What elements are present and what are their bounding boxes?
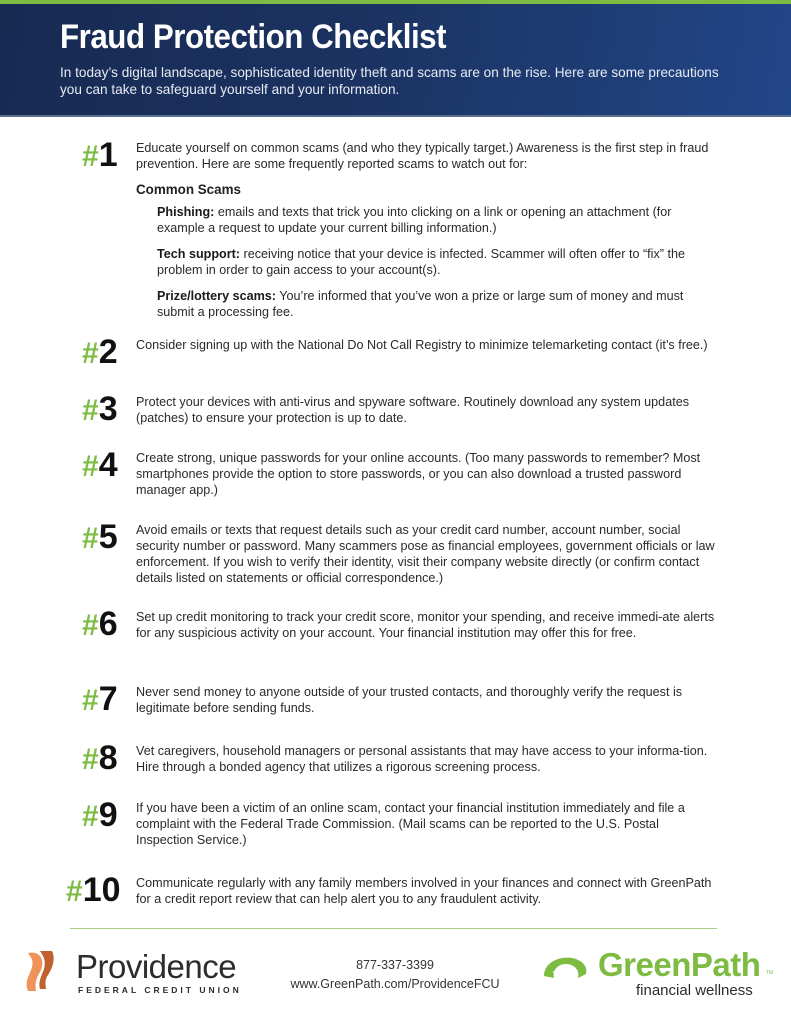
item-text: If you have been a victim of an online scam, contact your financial institution immediately and file a complaint with the Federal Trade Commission. (Mail scams can be reported to the U.S. Postal Inspection Service.) — [136, 801, 685, 847]
header-banner — [0, 4, 791, 117]
item-number: #5 — [82, 518, 118, 556]
phone-number: 877-337-3399 — [356, 958, 434, 972]
greenpath-tagline: financial wellness — [636, 982, 753, 999]
page-subtitle: In today’s digital landscape, sophisticated identity theft and scams are on the rise. Here are some precautions you can take to safeguard yourself and your information. — [60, 65, 719, 97]
item-text: Educate yourself on common scams (and who they typically target.) Awareness is the first step in fraud prevention. Here are some frequently reported scams to watch out for: — [136, 141, 709, 171]
item-text: Vet caregivers, household managers or personal assistants that may have access to your informa-tion. Hire through a bonded agency that utilizes a rigorous screening process. — [136, 744, 708, 774]
contact-info — [270, 956, 520, 994]
item-text: Consider signing up with the National Do Not Call Registry to minimize telemarketing contact (it’s free.) — [136, 338, 708, 352]
item-text: Communicate regularly with any family members involved in your finances and connect with GreenPath for a credit report review that can help alert you to any fraudulent activity. — [136, 876, 712, 906]
item-number: #2 — [82, 333, 118, 371]
greenpath-logo — [540, 946, 780, 1002]
item-number: #7 — [82, 680, 118, 718]
item-number: #8 — [82, 739, 118, 777]
item-text: Avoid emails or texts that request details such as your credit card number, account number, social security number or password. Many scammers pose as financial employees, government officials or law enforcement. If you wish to verify their identity, visit their company website directly (or confirm contact details listed on statements or official correspondence.) — [136, 523, 715, 585]
scam-tech-support: Tech support: receiving notice that your device is infected. Scammer will often offer to “fix” the problem in order to gain access to your account(s). — [157, 247, 685, 277]
greenpath-name: GreenPath — [598, 946, 761, 983]
item-number: #10 — [66, 871, 121, 909]
item-number: #9 — [82, 796, 118, 834]
item-number: #4 — [82, 446, 118, 484]
item-text: Never send money to anyone outside of your trusted contacts, and thoroughly verify the request is legitimate before sending funds. — [136, 685, 683, 715]
providence-name: Providence — [76, 948, 237, 985]
providence-logo — [22, 946, 252, 1000]
item-text: Set up credit monitoring to track your credit score, monitor your spending, and receive immedi-ate alerts for any suspicious activity on your account. Your financial institution may offer this for free. — [136, 610, 715, 640]
item-text: Create strong, unique passwords for your online accounts. (Too many passwords to remember? Most smartphones provide the option to store passwords, or you can also download a trusted password manager app.) — [136, 451, 701, 497]
common-scams-heading: Common Scams — [136, 182, 241, 197]
website-url[interactable]: www.GreenPath.com/ProvidenceFCU — [290, 977, 500, 991]
scam-phishing: Phishing: emails and texts that trick you into clicking on a link or opening an attachment (for example a request to update your current billing information.) — [157, 205, 672, 235]
providence-subtitle: FEDERAL CREDIT UNION — [78, 985, 242, 995]
item-number: #1 — [82, 136, 118, 174]
scam-prize-lottery: Prize/lottery scams: You’re informed that you’ve won a prize or large sum of money and must submit a processing fee. — [157, 289, 684, 319]
page-title: Fraud Protection Checklist — [60, 18, 447, 56]
item-text: Protect your devices with anti-virus and spyware software. Routinely download any system updates (patches) to ensure your protection is up to date. — [136, 395, 689, 425]
greenpath-trademark: TM — [766, 970, 774, 976]
item-number: #6 — [82, 605, 118, 643]
providence-mark-icon — [22, 949, 62, 995]
footer-divider — [70, 928, 717, 929]
item-number: #3 — [82, 390, 118, 428]
greenpath-swoosh-icon — [540, 954, 590, 984]
